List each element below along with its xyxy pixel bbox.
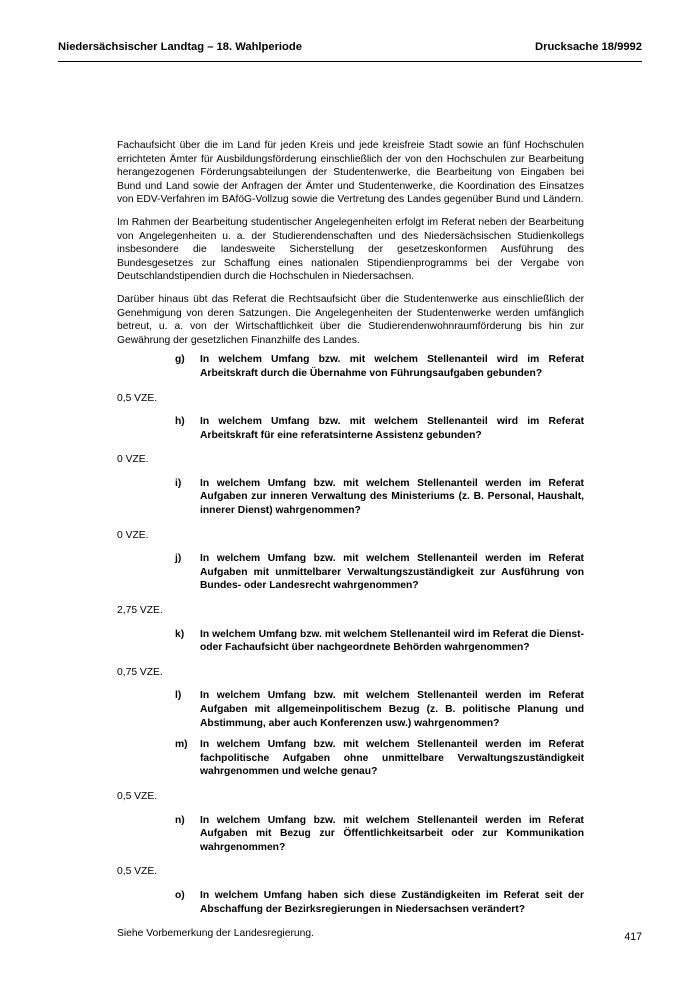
- question-g: [175, 353, 584, 380]
- question-text: In welchem Umfang bzw. mit welchem Stellenanteil werden im Referat Aufgaben mit unmittelbarer Verwaltungszuständigkeit zur Ausführung von Bundes- oder Landesrecht wahrgenommen?: [200, 553, 584, 592]
- answer-i: 0 VZE.: [117, 529, 149, 541]
- answer-o: Siehe Vorbemerkung der Landesregierung.: [117, 928, 314, 940]
- question-label: o): [175, 889, 185, 901]
- answer-l-m: 0,5 VZE.: [117, 790, 158, 802]
- question-text: In welchem Umfang bzw. mit welchem Stellenanteil werden im Referat Aufgaben mit Bezug zur Öffentlichkeitsarbeit oder zur Kommunikation wahrgenommen?: [200, 814, 584, 853]
- question-text: In welchem Umfang bzw. mit welchem Stellenanteil wird im Referat Arbeitskraft durch die Übernahme von Führungsaufgaben gebunden?: [200, 354, 584, 379]
- question-i: [175, 477, 584, 518]
- question-label: j): [175, 553, 182, 565]
- question-text: In welchem Umfang bzw. mit welchem Stellenanteil wird im Referat die Dienst- oder Fachaufsicht über nachgeordnete Behörden wahrgenommen?: [200, 628, 584, 654]
- answer-h: 0 VZE.: [117, 454, 149, 466]
- question-k: [175, 628, 584, 655]
- question-o: [175, 889, 584, 916]
- header-document-number: Drucksache 18/9992: [535, 41, 642, 53]
- paragraph: Darüber hinaus übt das Referat die Rechtsaufsicht über die Studentenwerke aus einschließlich der Genehmigung von deren Satzungen. Die Angelegenheiten der Studentenwerke werden umfänglich betreut, u. a. von der Wirtschaftlichkeit über die Studierendenwohnraumförderung bis hin zur Gewährung der gesetzlichen Finanzhilfe des Landes.: [117, 293, 584, 346]
- question-text: In welchem Umfang bzw. mit welchem Stellenanteil werden im Referat Aufgaben mit allgemeinpolitischem Bezug (z. B. politische Planung und Abstimmung, aber auch Konferenzen usw.) wahrgenommen?: [200, 690, 584, 729]
- question-h: [175, 415, 584, 442]
- question-label: m): [175, 739, 188, 751]
- answer-k: 0,75 VZE.: [117, 666, 163, 678]
- question-text: In welchem Umfang bzw. mit welchem Stellenanteil werden im Referat Aufgaben zur inneren Verwaltung des Ministeriums (z. B. Personal, Haushalt, innerer Dienst) wahrgenommen?: [200, 477, 584, 517]
- question-text: In welchem Umfang bzw. mit welchem Stellenanteil werden im Referat fachpolitische Aufgaben ohne unmittelbare Verwaltungszuständigkeit wahrgenommen und welche genau?: [200, 739, 584, 778]
- question-text: In welchem Umfang bzw. mit welchem Stellenanteil wird im Referat Arbeitskraft für eine referatsinterne Assistenz gebunden?: [200, 416, 584, 441]
- document-body: [117, 139, 584, 951]
- answer-j: 2,75 VZE.: [117, 605, 163, 617]
- question-label: h): [175, 416, 185, 428]
- question-m: [175, 738, 584, 779]
- question-label: l): [175, 690, 182, 702]
- question-label: k): [175, 628, 185, 640]
- answer-n: 0,5 VZE.: [117, 866, 158, 878]
- page-header: [58, 39, 642, 62]
- answer-g: 0,5 VZE.: [117, 392, 158, 404]
- question-label: i): [175, 477, 182, 489]
- paragraph: Fachaufsicht über die im Land für jeden Kreis und jede kreisfreie Stadt sowie an fünf Hochschulen errichteten Ämter für Ausbildungsförderung einschließlich der von den Hochschulen zur Bearbeitung herangezogenen Förderungsabteilungen der Studentenwerke, die Bearbeitung von Eingaben bei Bund und Land sowie der Anfragen der Ämter und Studentenwerke, die Koordination des Einsatzes von EDV-Verfahren im BAföG-Vollzug sowie die Vertretung des Landes gegenüber Bund und Ländern.: [117, 140, 584, 206]
- page-number: 417: [624, 931, 642, 943]
- question-n: [175, 814, 584, 855]
- question-label: g): [175, 354, 185, 366]
- question-j: [175, 552, 584, 593]
- question-label: n): [175, 814, 185, 826]
- question-text: In welchem Umfang haben sich diese Zuständigkeiten im Referat seit der Abschaffung der Bezirksregierungen in Niedersachsen verändert?: [200, 889, 584, 915]
- paragraph: Im Rahmen der Bearbeitung studentischer Angelegenheiten erfolgt im Referat neben der Bearbeitung von Angelegenheiten u. a. der Studierendenschaften und des Niedersächsischen Studienkollegs insbesondere die landesweite Sicherstellung der gesetzeskonformen Ausführung des Bundesgesetzes zur Schaffung eines nationalen Stipendienprogramms bei der Vergabe von Deutschlandstipendien durch die Hochschulen in Niedersachsen.: [117, 216, 584, 283]
- question-l: [175, 689, 584, 730]
- header-parliament: Niedersächsischer Landtag – 18. Wahlperiode: [58, 41, 302, 53]
